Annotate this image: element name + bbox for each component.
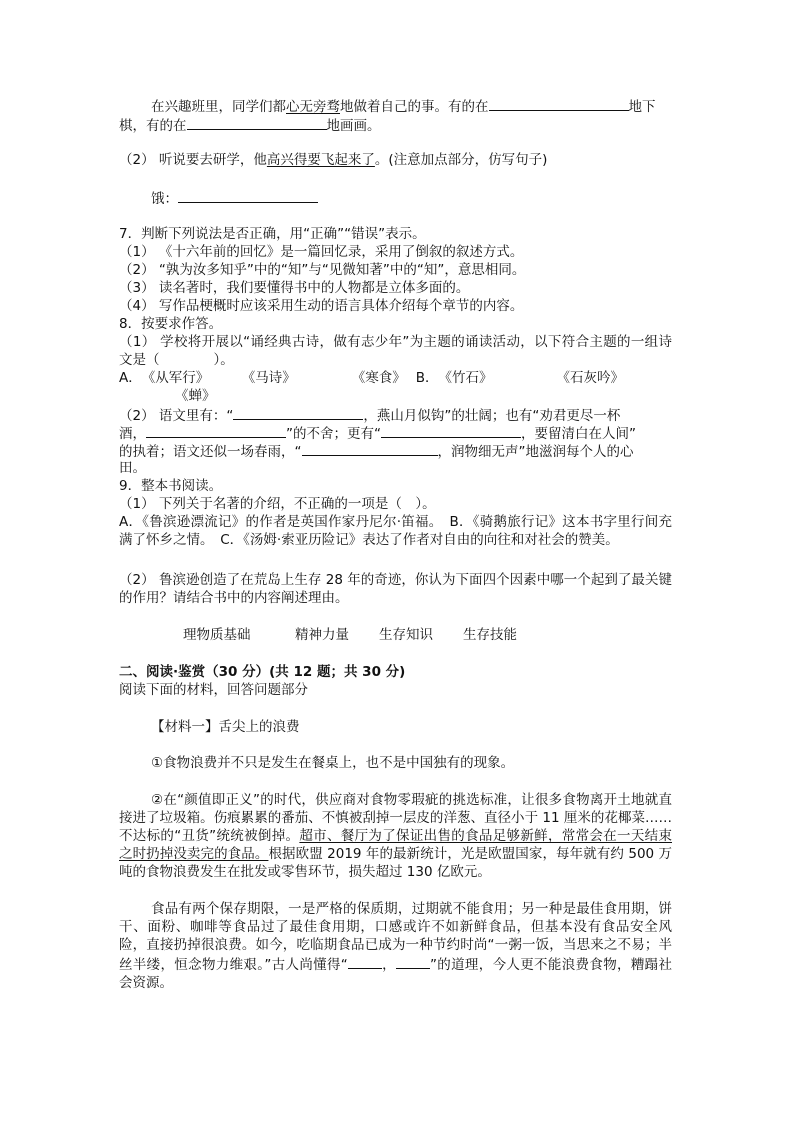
para3-text: ”的道理，今人更不能浪费食物，糟蹋社会资源。 — [119, 957, 672, 991]
answer-blank[interactable] — [187, 115, 327, 130]
q8-text: 酒， — [119, 426, 146, 442]
q8-part-2-line-3 — [119, 441, 672, 461]
q8-text: 的执着；语文还似一场春雨，“ — [119, 444, 302, 460]
q9-part-2: （2） 鲁滨逊创造了在荒岛上生存 28 年的奇迹，你认为下面四个因素中哪一个起到了最关键的作用？请结合书中的内容阐述理由。 — [119, 572, 672, 606]
q6-hungry-line — [119, 188, 672, 208]
q8-options-b-wrap: 《蝉》 — [175, 388, 216, 404]
option-b-label: B． — [415, 370, 439, 386]
answer-blank[interactable] — [348, 954, 382, 969]
factor-item: 生存知识 — [379, 627, 433, 643]
factor-item: 精神力量 — [295, 627, 349, 643]
q6-text: 。(注意加点部分，仿写句子) — [374, 152, 548, 168]
q9-part-1: （1） 下列关于名著的介绍，不正确的一项是（ ）。 — [119, 496, 436, 512]
factor-item: 理物质基础 — [183, 627, 251, 643]
q8-text: （2） 语文里有：“ — [119, 408, 234, 424]
option-a-poem: 《寒食》 — [351, 370, 406, 386]
q6-underlined-phrase: 高兴得要飞起来了 — [266, 152, 375, 168]
q6-line-1 — [119, 96, 672, 116]
option-a-label: A． — [119, 370, 142, 386]
q8-part-2-line-2 — [119, 423, 672, 443]
material-1-title: 【材料一】舌尖上的浪费 — [151, 719, 300, 735]
option-a-poem: 《马诗》 — [241, 370, 296, 386]
answer-blank[interactable] — [489, 96, 629, 111]
q8-part-2-line-4: 田。 — [119, 460, 146, 476]
answer-blank[interactable] — [233, 405, 363, 420]
q7-title: 7．判断下列说法是否正确，用“正确”“错误”表示。 — [119, 226, 426, 242]
q7-item: （2） “孰为汝多知乎”中的“知”与“见微知著”中的“知”，意思相同。 — [119, 262, 526, 278]
para3-text: 食品有两个保存期限，一是严格的保质期，过期就不能食用；另一种是最佳食用期，饼干、面粉、咖啡等食品过了最佳食用期，口感或许不如新鲜食品，但基本没有食品安全风险，直接扔掉很浪费。如今，吃临期食品已成为一种节约时尚“一粥一饭，当思来之不易；半丝半缕，恒念物力维艰。”古人尚懂得“ — [119, 901, 672, 973]
q8-text: ”的不舍；更有“ — [286, 426, 381, 442]
para2-text: ②在“颜值即正义”的时代，供应商对食物零瑕疵的挑选标准，让很多食物离开土地就直接进了垃圾箱。伤痕累累的番茄、不慎被刮掉一层皮的洋葱、直径小于 11 厘米的花椰菜……不达标的“丑货”统统被倒掉。 — [119, 792, 672, 844]
q6-line-2 — [119, 115, 672, 135]
material-paragraph-3 — [119, 900, 672, 992]
answer-blank[interactable] — [178, 188, 318, 203]
q8-part-2-line-1 — [119, 405, 672, 425]
q7-item: （1） 《十六年前的回忆》是一篇回忆录，采用了倒叙的叙述方式。 — [119, 244, 524, 260]
q6-text: 地画画。 — [326, 118, 381, 134]
q6-text: 地做着自己的事。有的在 — [340, 99, 489, 115]
factor-item: 生存技能 — [463, 627, 517, 643]
q9-part-1-options: A．《鲁滨逊漂流记》的作者是英国作家丹尼尔·笛福。 B．《骑鹅旅行记》这本书字里行间充满了怀乡之情。 C．《汤姆·索亚历险记》表达了作者对自由的向往和对社会的赞美。 — [119, 514, 672, 548]
material-paragraph-2 — [119, 791, 672, 881]
q6-hungry-label: 饿： — [151, 191, 178, 207]
answer-blank[interactable] — [396, 954, 430, 969]
option-a-poem: 《从军行》 — [141, 370, 210, 386]
q6-text: 棋，有的在 — [119, 118, 187, 134]
q8-text: ，要留清白在人间” — [521, 426, 636, 442]
q6-part-2 — [119, 151, 672, 169]
answer-blank[interactable] — [146, 423, 286, 438]
q6-underlined-idiom: 心无旁骛 — [286, 99, 340, 115]
q8-options-a — [119, 369, 672, 387]
q6-text: 地下 — [628, 99, 656, 115]
q6-text: （2） 听说要去研学，他 — [119, 152, 267, 168]
answer-blank[interactable] — [381, 423, 521, 438]
q6-text: 在兴趣班里，同学们都 — [151, 99, 286, 115]
q8-part-1: （1） 学校将开展以“诵经典古诗，做有志少年”为主题的诵读活动，以下符合主题的一组诗文是（ ）。 — [119, 334, 672, 368]
option-b-poem: 《竹石》 — [438, 370, 493, 386]
para3-text: ， — [381, 957, 396, 973]
q7-item: （4） 写作品梗概时应该采用生动的语言具体介绍每个章节的内容。 — [119, 298, 524, 314]
q8-text: ，润物细无声”地滋润每个人的心 — [437, 444, 634, 460]
q8-title: 8．按要求作答。 — [119, 316, 223, 332]
q8-text: ，燕山月似钩”的壮阔；也有“劝君更尽一杯 — [363, 408, 621, 424]
para2-text: 根据欧盟 2019 年的最新统计，光是欧盟国家，每年就有约 500 万吨的食物浪费发生在批发或零售环节，损失超过 130 亿欧元。 — [119, 846, 673, 880]
q7-item: （3） 读名著时，我们要懂得书中的人物都是立体多面的。 — [119, 280, 470, 296]
option-b-poem: 《石灰吟》 — [556, 370, 625, 386]
q9-title: 9．整本书阅读。 — [119, 478, 223, 494]
section-2-intro: 阅读下面的材料，回答问题部分 — [119, 682, 308, 698]
answer-blank[interactable] — [302, 441, 438, 456]
section-2-title: 二、阅读·鉴赏（30 分）(共 12 题；共 30 分) — [119, 664, 406, 680]
para2-underlined-sentence: 超市、餐厅为了保证出售的食品足够新鲜，常常会在一天结束之时扔掉没卖完的食品。 — [119, 828, 672, 862]
q9-factors — [119, 626, 672, 644]
material-paragraph-1: ①食物浪费并不只是发生在餐桌上，也不是中国独有的现象。 — [151, 755, 515, 771]
